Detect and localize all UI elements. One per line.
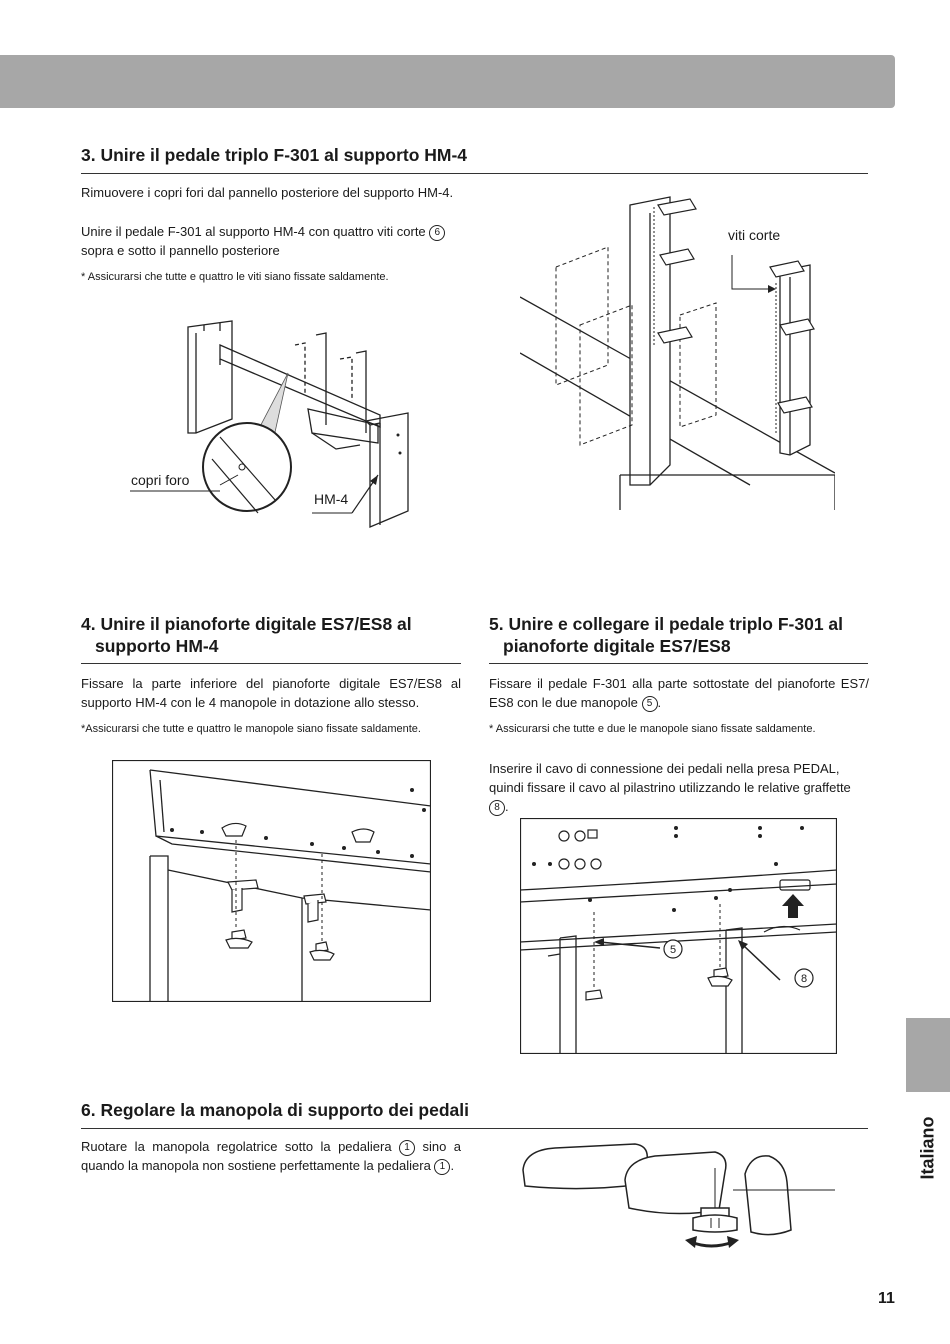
section-5-title: [489, 613, 868, 657]
page-number: 11: [878, 1290, 895, 1307]
step-number-1-b: 1: [434, 1159, 450, 1175]
section-6-rule: [81, 1128, 868, 1129]
section-5-title-line2: pianoforte digitale ES7/ES8: [503, 636, 731, 656]
section-3-rule: [81, 173, 868, 174]
section-6-p1-text-a: Ruotare la manopola regolatrice sotto la pedaliera: [81, 1139, 392, 1154]
section-5-rule: [489, 663, 868, 664]
step-number-8: 8: [489, 800, 505, 816]
section-5-note: * Assicurarsi che tutte e due le manopole siano fissate saldamente.: [489, 723, 816, 735]
section-5-p1: Fissare il pedale F-301 alla parte sottostate del pianoforte ES7/ ES8 con le due manopole 5 .: [489, 676, 869, 710]
language-tab-block: [906, 1018, 950, 1092]
section-4-note: *Assicurarsi che tutte e quattro le manopole siano fissate saldamente.: [81, 723, 421, 735]
section-3-p1: Rimuovere i copri fori dal pannello posteriore del supporto HM-4.: [81, 185, 454, 200]
language-label: Italiano: [917, 1116, 938, 1180]
section-4-title-line1: 4. Unire il pianoforte digitale ES7/ES8 al: [81, 614, 412, 634]
section-3-p2-text: Unire il pedale F-301 al supporto HM-4 con quattro viti corte: [81, 224, 426, 239]
section-5-p2-text: Inserire il cavo di connessione dei pedali nella presa PEDAL, quindi fissare il cavo al pilastrino utilizzando le relative graffette: [489, 761, 851, 795]
section-5-p1-text: Fissare il pedale F-301 alla parte sottostate del pianoforte ES7/ ES8 con le due manopole: [489, 676, 869, 710]
step-number-1: 1: [399, 1140, 415, 1156]
section-3-note: * Assicurarsi che tutte e quattro le viti siano fissate saldamente.: [81, 271, 389, 283]
section-4-title-line2: supporto HM-4: [95, 636, 219, 656]
callout-5: 5: [669, 944, 677, 956]
header-bar: [0, 55, 895, 108]
step-number-6: 6: [429, 225, 445, 241]
figure-short-screws: [520, 185, 835, 510]
figure-piano-to-stand: [112, 760, 431, 1002]
language-tab: [906, 1098, 950, 1198]
callout-8: 8: [800, 973, 808, 985]
label-viti-corte: viti corte: [728, 227, 781, 243]
section-6-title: 6. Regolare la manopola di supporto dei pedali: [81, 1100, 469, 1120]
section-6-p1: Ruotare la manopola regolatrice sotto la pedaliera 1 sino a quando la manopola non sostiene perfettamente la pedaliera 1 .: [81, 1139, 461, 1173]
step-number-5: 5: [642, 696, 658, 712]
label-copri-foro: copri foro: [131, 472, 190, 488]
figure-adjust-knob: [515, 1138, 840, 1260]
figure-pedal-to-stand: [120, 315, 440, 545]
section-3-title: 3. Unire il pedale triplo F-301 al supporto HM-4: [81, 145, 468, 165]
figure-pedal-connection: [520, 818, 837, 1054]
section-3-p2-cont: sopra e sotto il pannello posteriore: [81, 243, 280, 258]
section-3-p2: [81, 222, 471, 260]
section-6-p1-text-b: sino a quando la manopola non sostiene perfettamente la pedaliera: [81, 1139, 461, 1173]
label-hm4: HM-4: [314, 491, 349, 507]
section-5-title-line1: 5. Unire e collegare il pedale triplo F-301 al: [489, 614, 844, 634]
section-5-p2: Inserire il cavo di connessione dei pedali nella presa PEDAL, quindi fissare il cavo al pilastrino utilizzando le relative graffette 8 .: [489, 761, 851, 814]
section-4-p1: Fissare la parte inferiore del pianoforte digitale ES7/ES8 al supporto HM-4 con le 4 manopole in dotazione allo stesso.: [81, 676, 461, 710]
section-4-rule: [81, 663, 461, 664]
section-4-title: [81, 613, 461, 657]
